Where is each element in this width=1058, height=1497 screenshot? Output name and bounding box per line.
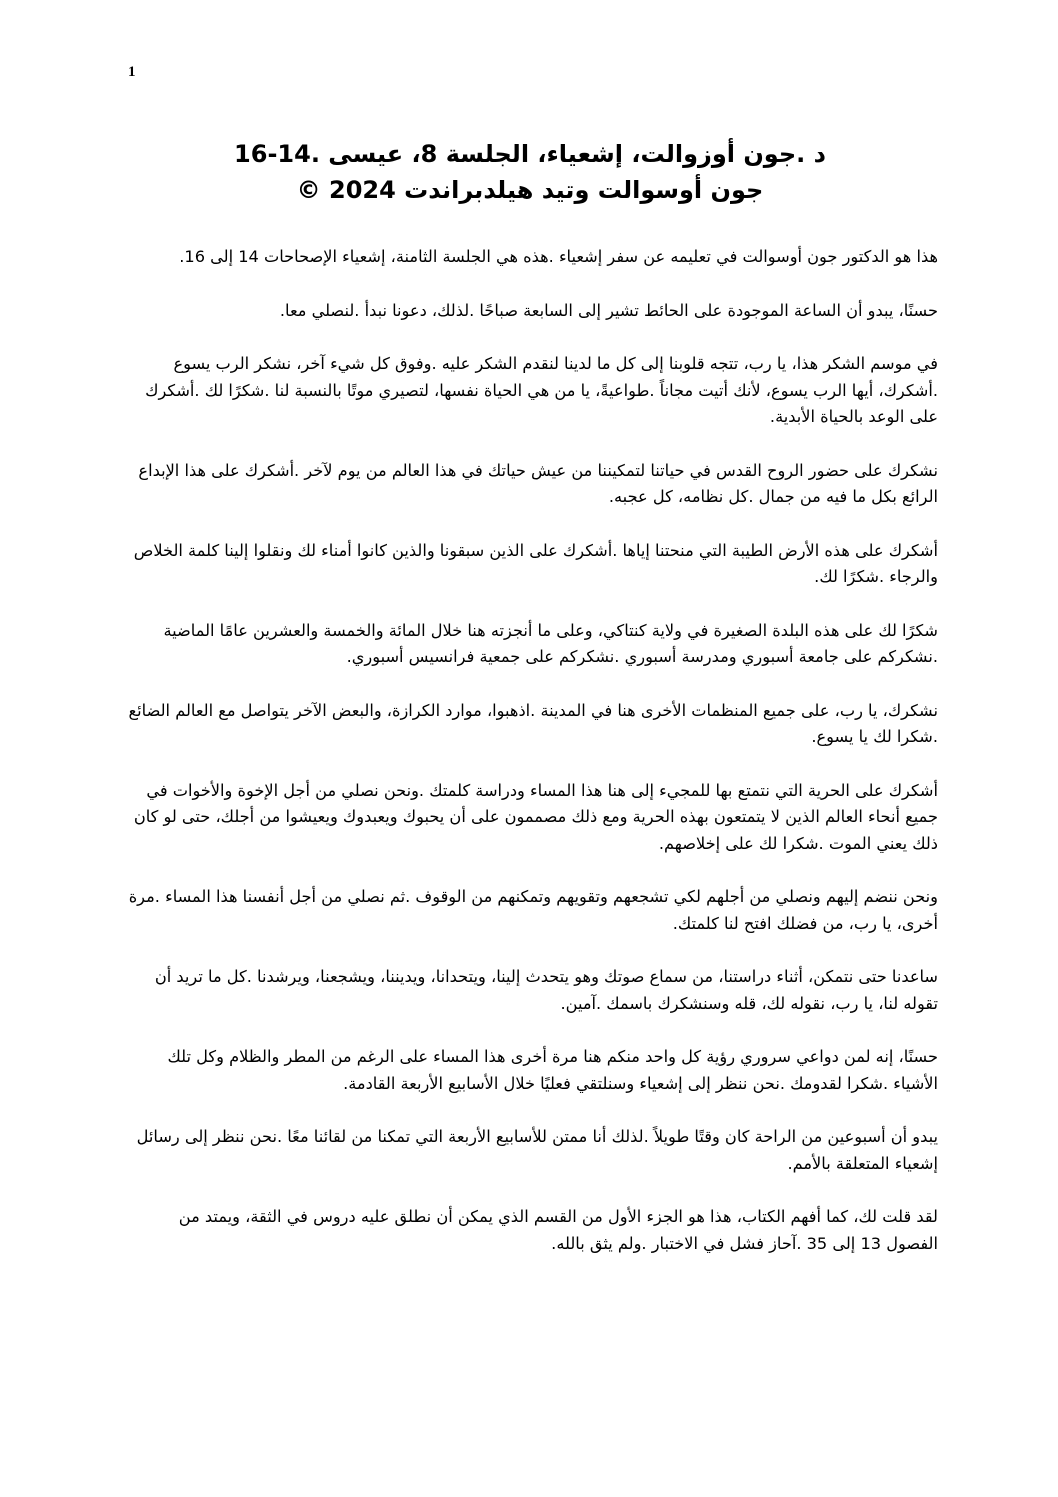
paragraph: شكرًا لك على هذه البلدة الصغيرة في ولاية كنتاكي، وعلى ما أنجزته هنا خلال المائة والخمسة والعشرين عامًا الماضية .نشكركم على جامعة أسبوري ومدرسة أسبوري .نشكركم على جمعية فرانسيس أسبوري. xyxy=(163,620,938,666)
paragraph: ساعدنا حتى نتمكن، أثناء دراستنا، من سماع صوتك وهو يتحدث إلينا، ويتحدانا، ويديننا، ويشجعنا، ويرشدنا .كل ما تريد أن تقوله لنا، يا رب، نقوله لك، قله وسنشكرك باسمك .آمين. xyxy=(154,967,938,1013)
paragraph: لقد قلت لك، كما أفهم الكتاب، هذا هو الجزء الأول من القسم الذي يمكن أن نطلق عليه دروس في الثقة، ويمتد من الفصول 13 إلى 35 .آحاز فشل في الاختبار .ولم يثق بالله. xyxy=(178,1207,938,1253)
document-title xyxy=(140,136,920,208)
paragraph: أشكرك على هذه الأرض الطيبة التي منحتنا إياها .أشكرك على الذين سبقونا والذين كانوا أمناء لك ونقلوا إلينا كلمة الخلاص والرجاء .شكرًا لك. xyxy=(133,540,938,586)
paragraph: هذا هو الدكتور جون أوسوالت في تعليمه عن سفر إشعياء .هذه هي الجلسة الثامنة، إشعياء الإصحاحات 14 إلى 16. xyxy=(179,247,938,266)
paragraph: نشكرك، يا رب، على جميع المنظمات الأخرى هنا في المدينة .اذهبوا، موارد الكرازة، والبعض الآخر يتواصل مع العالم الضائع .شكرا لك يا يسوع. xyxy=(128,700,938,746)
paragraph: في موسم الشكر هذا، يا رب، تتجه قلوبنا إلى كل ما لدينا لنقدم الشكر عليه .وفوق كل شيء آخر، نشكر الرب يسوع .أشكرك، أيها الرب يسوع، لأنك أتيت مجاناً .طواعيةً، يا من هي الحياة نفسها، لتصيري موتًا بالنسبة لنا .شكرًا لك .أشكرك على الوعد بالحياة الأبدية. xyxy=(145,354,938,426)
document-body xyxy=(128,244,938,1257)
paragraph: حسنًا، إنه لمن دواعي سروري رؤية كل واحد منكم هنا مرة أخرى هذا المساء على الرغم من المطر والظلام وكل تلك الأشياء .شكرا لقدومك .نحن ننظر إلى إشعياء وسنلتقي فعليًا خلال الأسابيع الأربعة القادمة. xyxy=(167,1047,938,1093)
paragraph: أشكرك على الحرية التي نتمتع بها للمجيء إلى هنا هذا المساء ودراسة كلمتك .ونحن نصلي من أجل الإخوة والأخوات في جميع أنحاء العالم الذين لا يتمتعون بهذه الحرية ومع ذلك مصممون على أن يحبوك ويعبدوك ويعيشوا من أجلك، حتى لو كان ذلك يعني الموت .شكرا لك على إخلاصهم. xyxy=(133,780,938,853)
page-number: 1 xyxy=(128,64,136,80)
paragraph: ونحن ننضم إليهم ونصلي من أجلهم لكي تشجعهم وتقويهم وتمكنهم من الوقوف .ثم نصلي من أجل أنفسنا هذا المساء .مرة أخرى، يا رب، من فضلك افتح لنا كلمتك. xyxy=(128,887,938,933)
paragraph: يبدو أن أسبوعين من الراحة كان وقتًا طويلاً .لذلك أنا ممتن للأسابيع الأربعة التي تمكنا من لقائنا معًا .نحن ننظر إلى رسائل إشعياء المتعلقة بالأمم. xyxy=(136,1127,938,1173)
paragraph: حسنًا، يبدو أن الساعة الموجودة على الحائط تشير إلى السابعة صباحًا .لذلك، دعونا نبدأ .لنصلي معا. xyxy=(279,300,938,320)
paragraph: نشكرك على حضور الروح القدس في حياتنا لتمكيننا من عيش حياتك في هذا العالم من يوم لآخر .أشكرك على هذا الإبداع الرائع بكل ما فيه من جمال .كل نظامه، كل عجبه. xyxy=(138,460,938,506)
title-line-2: جون أوسوالت وتيد هيلدبراندت 2024 © xyxy=(296,176,764,204)
title-line-1: د .جون أوزوالت، إشعياء، الجلسة 8، عيسى .14-16 xyxy=(234,140,826,168)
